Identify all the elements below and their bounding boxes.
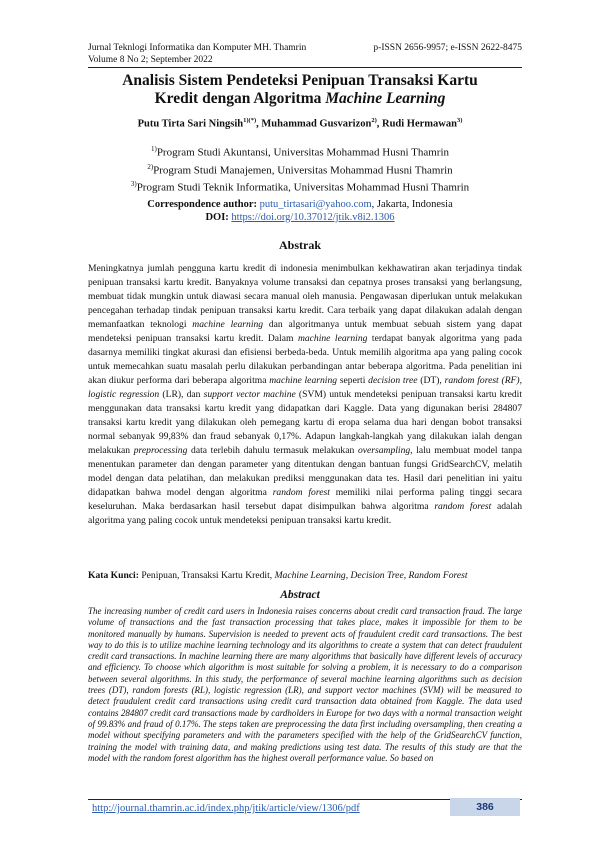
italic-term: random forest — [272, 487, 330, 498]
header-divider — [88, 67, 522, 68]
correspondence-email[interactable]: putu_tirtasari@yahoo.com — [259, 199, 372, 210]
running-header — [88, 42, 522, 66]
abstract-heading: Abstract — [280, 589, 320, 601]
affiliation-text: Program Studi Teknik Informatika, Universitas Mohammad Husni Thamrin — [136, 181, 470, 194]
abstract-body: The increasing number of credit card users in Indonesia raises concerns about credit card transaction fraud. The large volume of transactions and the fast transaction processing that takes place, makes it impossible for them to be monitored manually by humans. Supervision is needed to prevent acts of fraudulent credit card transactions. The best way to do this is to utilize machine learning technology and its algorithms to create a system that can detect fraudulent credit card transactions. In machine learning there are many algorithms that basically have different levels of accuracy and efficiency. To choose which algorithm is most suitable for solving a problem, it is necessary to do a comparison between several algorithms. In this study, the performance of several machine learning algorithms such as decision trees (DT), random forests (RL), logistic regression (LR), and support vector machines (SVM) will be measured to detect fraudulent credit card transactions using credit card transaction data obtained from Kaggle. The data used contains 284807 credit card transactions made by cardholders in Europe for two days with a normal transaction weight of 99.83% and fraud of 0.17%. The steps taken are preprocessing the data first including oversampling, then creating a model without specifying parameters and with the parameters specified with the help of the GridSearchCV function, training the model with training data, and making predictions using test data. The results of this study are that the model with the random forest algorithm has the highest overall performance value. So based on — [88, 606, 522, 763]
title-line-1: Analisis Sistem Pendeteksi Penipuan Transaksi Kartu — [122, 72, 478, 89]
text-run: (LR), dan — [159, 389, 204, 400]
text-run: terdapat banyak algoritma yang pada dasarnya memiliki tingkat akurasi dan efisiensi berbeda-beda. Untuk memilih algoritma apa yang paling cocok untuk memecahkan suatu masalah perlu dilakukan perbandingan antar beberapa algoritma. Pada penelitian ini akan diukur performa dari beberapa algoritma — [88, 333, 522, 386]
title-line-2-italic: Machine Learning — [325, 90, 446, 107]
text-run: dan algoritmanya untuk membuat sebuah sistem yang dapat mendeteksi penipuan transaksi kartu kredit. Dalam — [88, 319, 522, 344]
affiliation-mark: 2) — [147, 162, 154, 171]
paper-title — [80, 72, 520, 108]
text-run: memiliki nilai performa paling tinggi secara keseluruhan. Maka berdasarkan hasil tersebut dapat disimpulkan bahwa algoritma — [88, 487, 522, 512]
text-run: , lalu membuat model tanpa menentukan parameter dan dengan parameter yang ditentukan dengan bantuan fungsi GridSearchCV, melatih model dengan data pelatihan, dan melakukan prediksi menggunakan data tes. Hasil dari penelitian ini yaitu didapatkan bahwa model dengan algoritma — [88, 445, 522, 498]
affiliation — [80, 160, 520, 178]
affiliation — [80, 177, 520, 195]
text-run: seperti — [337, 375, 369, 386]
doi-line — [80, 211, 520, 224]
correspondence-location: , Jakarta, Indonesia — [371, 199, 453, 210]
doi-label: DOI: — [205, 212, 229, 223]
author-mark: 2) — [371, 117, 377, 124]
affiliation — [80, 142, 520, 160]
author-list: Putu Tirta Sari Ningsih$^{1)(*)}$, Muhammad Gusvarizon$^{2)}$, Rudi Hermawan$^{3)}$ — [137, 117, 463, 130]
text-run: adalah algoritma yang paling cocok untuk mendeteksi penipuan transaksi kartu kredit. — [88, 501, 522, 526]
author-name: Rudi Hermawan — [382, 118, 457, 130]
affiliation-mark: 1) — [150, 145, 157, 153]
italic-term: support vector machine — [203, 389, 296, 400]
correspondence-block — [80, 198, 520, 224]
text-run: Meningkatnya jumlah pengguna kartu kredit di indonesia menimbulkan kekhawatiran akan terjadinya tindak penipuan transaksi kartu kredit. Banyaknya volume transaksi dan cepatnya proses transaksi yang berlangsung, membuat tidak mungkin untuk diawasi secara manual oleh manusia. Pengawasan diperlukan untuk melakukan pencegahan terhadap tindak penipuan transaksi kartu kredit. Cara terbaik yang dapat dilakukan adalah dengan memanfaatkan teknologi — [88, 263, 522, 330]
journal-name: Jurnal Teknlogi Informatika dan Komputer MH. Thamrin — [88, 43, 307, 53]
journal-issn: p-ISSN 2656-9957; e-ISSN 2622-8475 — [373, 43, 522, 53]
journal-volume: Volume 8 No 2; September 2022 — [88, 55, 213, 65]
affiliation-text: Program Studi Manajemen, Universitas Mohammad Husni Thamrin — [153, 164, 453, 177]
author-name: Muhammad Gusvarizon — [261, 118, 372, 130]
italic-term: machine learning — [269, 375, 338, 386]
correspondence-line — [80, 198, 520, 211]
title-line-2 — [80, 90, 520, 108]
page-number-badge: 386 — [450, 798, 520, 816]
italic-term: machine learning — [297, 333, 368, 344]
text-run: (DT), — [417, 375, 445, 386]
affiliation-text: Program Studi Akuntansi, Universitas Mohammad Husni Thamrin — [156, 146, 450, 159]
author-mark: 1)(*) — [243, 117, 257, 124]
italic-term: Machine Learning, Decision Tree, Random Forest — [274, 570, 468, 581]
abstrak-heading: Abstrak — [278, 238, 321, 252]
keywords-line — [88, 570, 522, 581]
italic-term: oversampling — [357, 445, 411, 456]
keywords-label: Kata Kunci: — [88, 570, 139, 581]
italic-term: random forest (RF), logistic regression — [88, 375, 523, 400]
italic-term: random forest — [434, 501, 492, 512]
italic-term: preprocessing — [133, 445, 188, 456]
footer-url-link[interactable]: http://journal.thamrin.ac.id/index.php/jtik/article/view/1306/pdf — [92, 803, 360, 814]
correspondence-label: Correspondence author: — [147, 199, 258, 210]
abstrak-body — [88, 262, 522, 528]
text-run: (SVM) untuk mendeteksi penipuan transaksi kartu kredit menggunakan data transaksi kartu kredit yang didapatkan dari Kaggle. Data yang digunakan berisi 284807 transaksi kartu kredit yang dilakukan oleh pemegang kartu di eropa selama dua hari dengan bobot transaksi normal sebanyak 99,83% dan fraud sebanyak 0,17%. Adapun langkah-langkah yang dilakukan ialah dengan melakukan — [88, 389, 522, 456]
author-mark: 3) — [456, 117, 463, 124]
affiliation-mark: 3) — [130, 180, 137, 189]
italic-term: decision tree — [368, 375, 418, 386]
italic-term: machine learning — [192, 319, 264, 330]
text-run: Penipuan, Transaksi Kartu Kredit, — [141, 570, 275, 581]
author-name: Putu Tirta Sari Ningsih — [137, 118, 244, 130]
doi-link[interactable]: https://doi.org/10.37012/jtik.v8i2.1306 — [231, 212, 395, 223]
text-run: data terlebih dahulu termasuk melakukan — [187, 445, 358, 456]
affiliation-list — [80, 142, 520, 195]
title-line-2-text: Kredit dengan Algoritma — [154, 90, 326, 107]
